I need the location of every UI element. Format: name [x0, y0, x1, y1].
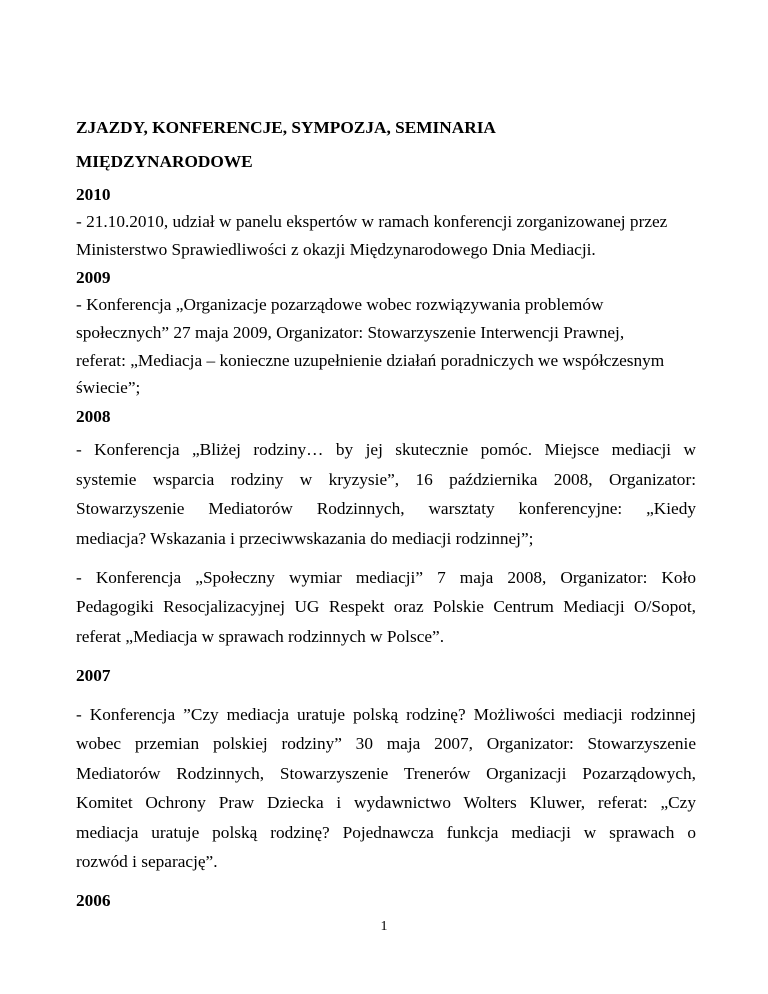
entry-2007-line-4: Komitet Ochrony Praw Dziecka i wydawnictwo Wolters Kluwer, referat: „Czy — [76, 793, 696, 812]
entry-2008a-line-4: mediacja? Wskazania i przeciwwskazania do mediacji rodzinnej”; — [76, 529, 534, 548]
entry-2008a-line-2: systemie wsparcia rodziny w kryzysie”, 16 października 2008, Organizator: — [76, 470, 696, 489]
year-heading-2006: 2006 — [76, 891, 111, 910]
section-title-line-2: MIĘDZYNARODOWE — [76, 152, 253, 171]
section-title-line-1: ZJAZDY, KONFERENCJE, SYMPOZJA, SEMINARIA — [76, 118, 496, 137]
entry-2008b-line-1: - Konferencja „Społeczny wymiar mediacji” 7 maja 2008, Organizator: Koło — [76, 568, 696, 587]
year-heading-2009: 2009 — [76, 268, 111, 287]
entry-2010-line-2: Ministerstwo Sprawiedliwości z okazji Międzynarodowego Dnia Mediacji. — [76, 240, 596, 259]
entry-2008b-line-3: referat „Mediacja w sprawach rodzinnych w Polsce”. — [76, 627, 445, 646]
entry-2008a-line-1: - Konferencja „Bliżej rodziny… by jej skutecznie pomóc. Miejsce mediacji w — [76, 440, 696, 459]
entry-2009-line-4: świecie”; — [76, 378, 141, 397]
entry-2007-line-3: Mediatorów Rodzinnych, Stowarzyszenie Trenerów Organizacji Pozarządowych, — [76, 764, 696, 783]
entry-2007-line-5: mediacja uratuje polską rodzinę? Pojednawcza funkcja mediacji w sprawach o — [76, 823, 696, 842]
entry-2010-line-1: - 21.10.2010, udział w panelu ekspertów w ramach konferencji zorganizowanej przez — [76, 212, 668, 231]
entry-2009-line-3: referat: „Mediacja – konieczne uzupełnienie działań poradniczych we współczesnym — [76, 351, 665, 370]
year-heading-2007: 2007 — [76, 666, 111, 685]
entry-2009-line-1: - Konferencja „Organizacje pozarządowe wobec rozwiązywania problemów — [76, 295, 604, 314]
entry-2008b-line-2: Pedagogiki Resocjalizacyjnej UG Respekt oraz Polskie Centrum Mediacji O/Sopot, — [76, 597, 696, 616]
entry-2008a-line-3: Stowarzyszenie Mediatorów Rodzinnych, warsztaty konferencyjne: „Kiedy — [76, 499, 696, 518]
page-number: 1 — [380, 919, 388, 934]
year-heading-2008: 2008 — [76, 407, 111, 426]
entry-2007-line-1: - Konferencja ”Czy mediacja uratuje polską rodzinę? Możliwości mediacji rodzinnej — [76, 705, 696, 724]
entry-2007-line-6: rozwód i separację”. — [76, 852, 218, 871]
entry-2009-line-2: społecznych” 27 maja 2009, Organizator: Stowarzyszenie Interwencji Prawnej, — [76, 323, 625, 342]
year-heading-2010: 2010 — [76, 185, 111, 204]
entry-2007-line-2: wobec przemian polskiej rodziny” 30 maja 2007, Organizator: Stowarzyszenie — [76, 734, 696, 753]
